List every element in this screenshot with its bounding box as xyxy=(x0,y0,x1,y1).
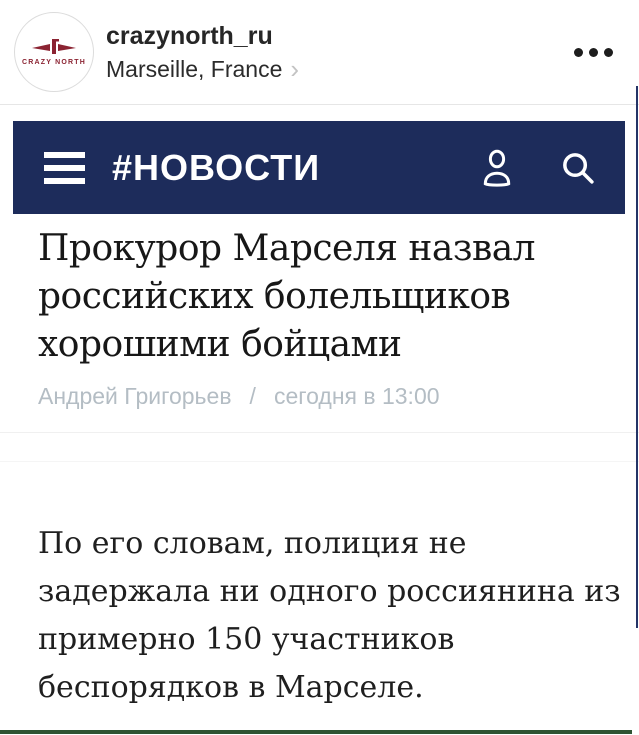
menu-icon[interactable] xyxy=(44,152,85,184)
body-line: По его словам, полиция не xyxy=(38,526,467,561)
divider xyxy=(0,432,639,433)
body-line: задержала ни одного россиянина из xyxy=(38,574,621,609)
dot-icon xyxy=(589,48,598,57)
news-screenshot xyxy=(0,121,639,712)
article-byline xyxy=(38,383,639,410)
body-line: беспорядков в Марселе. xyxy=(38,670,424,705)
article-headline xyxy=(38,225,639,369)
username[interactable]: crazynorth_ru xyxy=(106,22,273,51)
byline-separator: / xyxy=(249,383,256,409)
screenshot-right-edge xyxy=(636,86,638,628)
body-line: примерно 150 участников xyxy=(38,622,455,657)
header-actions xyxy=(479,147,597,189)
author-name: Андрей Григорьев xyxy=(38,383,232,409)
site-title[interactable]: #НОВОСТИ xyxy=(112,146,321,188)
headline-line: российских болельщиков xyxy=(38,276,511,317)
user-icon[interactable] xyxy=(479,147,515,189)
avatar[interactable] xyxy=(14,12,94,92)
chevron-right-icon: › xyxy=(290,54,300,85)
avatar-logo-text: CRAZY NORTH xyxy=(21,58,86,66)
publish-time: сегодня в 13:00 xyxy=(273,383,440,409)
dot-icon xyxy=(574,48,583,57)
post-header xyxy=(0,0,639,105)
crazynorth-logo-icon xyxy=(31,39,77,56)
headline-line: хорошими бойцами xyxy=(38,324,402,365)
location-link[interactable] xyxy=(106,56,299,83)
screenshot-bottom-edge xyxy=(0,730,632,734)
search-icon[interactable] xyxy=(559,149,597,187)
dot-icon xyxy=(604,48,613,57)
article-body xyxy=(38,520,639,712)
location-label: Marseille, France xyxy=(106,55,283,82)
more-options-button[interactable] xyxy=(572,40,615,65)
news-site-header xyxy=(13,121,625,214)
divider xyxy=(0,461,639,462)
headline-line: Прокурор Марселя назвал xyxy=(38,228,536,269)
post-identity xyxy=(106,21,300,85)
